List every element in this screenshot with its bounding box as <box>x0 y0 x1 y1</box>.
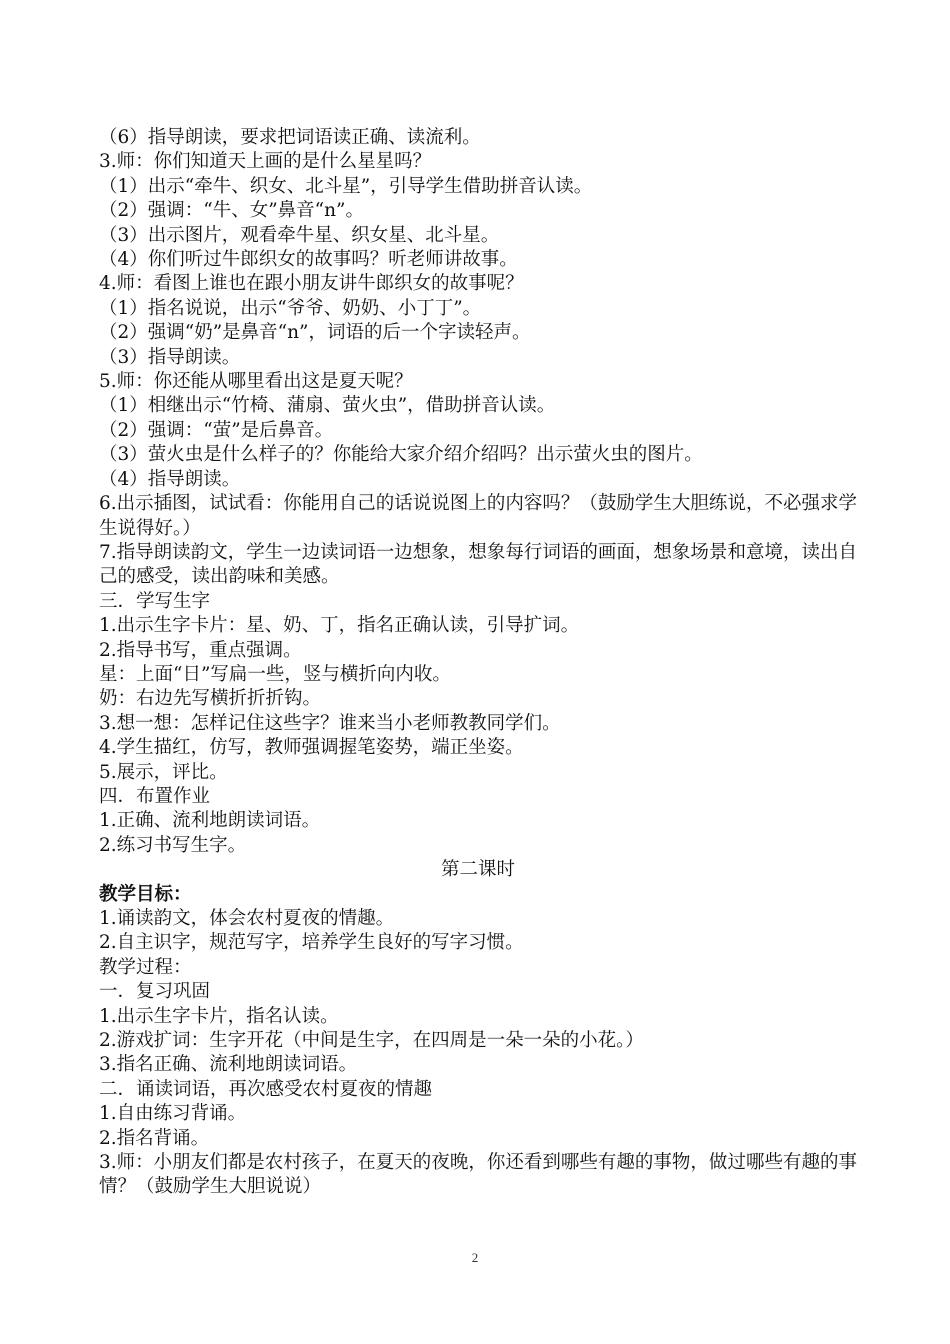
text-paragraph: 3.师：小朋友们都是农村孩子，在夏天的夜晚，你还看到哪些有趣的事物，做过哪些有趣的事情？（鼓励学生大胆说说） <box>99 1152 857 1198</box>
section-heading: 三．学写生字 <box>99 590 211 612</box>
text-line: 2.自主识字，规范写字，培养学生良好的写字习惯。 <box>99 932 524 954</box>
text-paragraph: 6.出示插图，试试看：你能用自己的话说说图上的内容吗？（鼓励学生大胆练说，不必强求学生说得好。） <box>99 493 857 539</box>
section-heading: 四．布置作业 <box>99 785 211 807</box>
text-line: 奶：右边先写横折折折钩。 <box>99 688 322 710</box>
text-line: 星：上面“日”写扁一些，竖与横折向内收。 <box>99 663 451 685</box>
text-line: 3.想一想：怎样记住这些字？谁来当小老师教教同学们。 <box>99 712 561 734</box>
objectives-heading: 教学目标： <box>99 883 192 905</box>
text-paragraph: 7.指导朗读韵文，学生一边读词语一边想象，想象每行词语的画面，想象场景和意境，读出自己的感受，读出韵味和美感。 <box>99 541 857 588</box>
section-heading: 二．诵读词语，再次感受农村夏夜的情趣 <box>99 1078 433 1100</box>
text-line: （3）出示图片，观看牵牛星、织女星、北斗星。 <box>99 224 500 246</box>
text-line: 2.指名背诵。 <box>99 1127 210 1149</box>
text-line: （1）指名说说，出示“爷爷、奶奶、小丁丁”。 <box>99 297 482 319</box>
text-line: （6）指导朗读，要求把词语读正确、读流利。 <box>99 127 481 148</box>
text-line: 4.学生描红，仿写，教师强调握笔姿势，端正坐姿。 <box>99 737 524 759</box>
text-line: 3.指名正确、流利地朗读词语。 <box>99 1054 358 1076</box>
text-line: 2.游戏扩词：生字开花（中间是生字，在四周是一朵一朵的小花。） <box>99 1030 644 1052</box>
text-line: 1.正确、流利地朗读词语。 <box>99 810 321 832</box>
text-line: 3.师：你们知道天上画的是什么星星吗？ <box>99 151 432 173</box>
text-line: 4.师：看图上谁也在跟小朋友讲牛郎织女的故事呢？ <box>99 273 524 295</box>
text-line: （1）相继出示“竹椅、蒲扇、萤火虫”，借助拼音认读。 <box>99 395 556 417</box>
text-line: 2.练习书写生字。 <box>99 834 247 856</box>
page-number: 2 <box>471 1250 479 1265</box>
text-line: （2）强调：“牛、女”鼻音“n”。 <box>99 200 365 222</box>
text-line: （2）强调：“萤”是后鼻音。 <box>99 419 334 441</box>
text-line: （3）萤火虫是什么样子的？你能给大家介绍介绍吗？出示萤火虫的图片。 <box>99 444 703 466</box>
section-heading: 一．复习巩固 <box>99 981 211 1003</box>
process-heading: 教学过程： <box>99 956 192 978</box>
text-line: 5.师：你还能从哪里看出这是夏天呢？ <box>99 371 413 393</box>
document-body <box>99 126 857 1200</box>
text-line: （4）你们听过牛郎织女的故事吗？听老师讲故事。 <box>99 249 518 271</box>
text-line: 2.指导书写，重点强调。 <box>99 639 302 661</box>
text-line: （1）出示“牵牛、织女、北斗星”，引导学生借助拼音认读。 <box>99 175 593 197</box>
text-line: 5.展示，评比。 <box>99 761 228 783</box>
text-line: （4）指导朗读。 <box>99 468 241 490</box>
text-line: 1.诵读韵文，体会农村夏夜的情趣。 <box>99 908 395 929</box>
text-line: （3）指导朗读。 <box>99 346 241 368</box>
lesson-title: 第二课时 <box>440 859 515 881</box>
text-line: 1.出示生字卡片：星、奶、丁，指名正确认读，引导扩词。 <box>99 615 580 637</box>
text-line: 1.出示生字卡片，指名认读。 <box>99 1005 339 1027</box>
text-line: 1.自由练习背诵。 <box>99 1103 247 1125</box>
text-line: （2）强调“奶”是鼻音“n”，词语的后一个字读轻声。 <box>99 322 531 344</box>
